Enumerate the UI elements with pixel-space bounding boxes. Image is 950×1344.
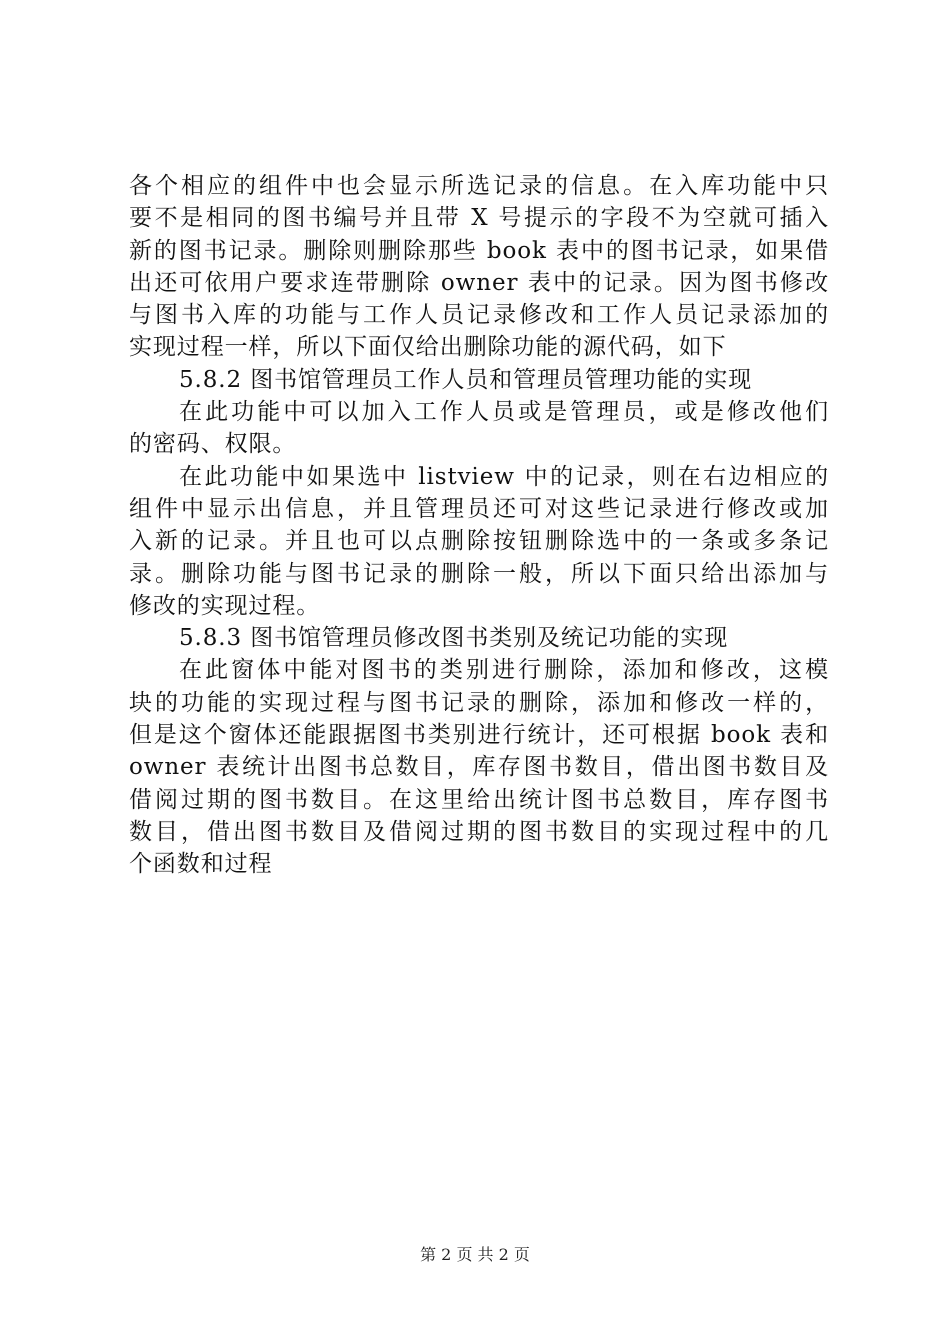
text-line: 实现过程一样，所以下面仅给出删除功能的源代码，如下 <box>129 334 727 361</box>
text-line: 要不是相同的图书编号并且带 X 号提示的字段不为空就可插入 <box>129 205 829 232</box>
text-line: 在此功能中可以加入工作人员或是管理员，或是修改他们 <box>179 399 829 426</box>
text-line: 的密码、权限。 <box>129 431 297 458</box>
page-footer: 第 2 页 共 2 页 <box>420 1245 530 1264</box>
text-line: 在此窗体中能对图书的类别进行删除，添加和修改，这模 <box>179 657 829 684</box>
document-body <box>129 170 829 881</box>
text-line: 在此功能中如果选中 listview 中的记录，则在右边相应的 <box>179 463 829 490</box>
text-line: 出还可依用户要求连带删除 owner 表中的记录。因为图书修改 <box>129 269 829 296</box>
text-line: 个函数和过程 <box>129 851 273 878</box>
text-line: owner 表统计出图书总数目，库存图书数目，借出图书数目及 <box>129 754 829 781</box>
section-heading: 5.8.2 图书馆管理员工作人员和管理员管理功能的实现 <box>179 366 753 393</box>
text-line: 各个相应的组件中也会显示所选记录的信息。在入库功能中只 <box>129 173 829 199</box>
text-line: 数目，借出图书数目及借阅过期的图书数目的实现过程中的几 <box>129 818 829 845</box>
text-line: 但是这个窗体还能跟据图书类别进行统计，还可根据 book 表和 <box>129 722 829 749</box>
text-line: 组件中显示出信息，并且管理员还可对这些记录进行修改或加 <box>129 495 829 522</box>
text-line: 修改的实现过程。 <box>129 592 321 619</box>
section-heading: 5.8.3 图书馆管理员修改图书类别及统记功能的实现 <box>179 625 729 652</box>
text-line: 入新的记录。并且也可以点删除按钮删除选中的一条或多条记 <box>129 528 829 555</box>
text-line: 录。删除功能与图书记录的删除一般，所以下面只给出添加与 <box>129 560 829 587</box>
text-line: 借阅过期的图书数目。在这里给出统计图书总数目，库存图书 <box>129 786 829 813</box>
text-line: 新的图书记录。删除则删除那些 book 表中的图书记录，如果借 <box>129 237 829 264</box>
text-line: 与图书入库的功能与工作人员记录修改和工作人员记录添加的 <box>129 302 829 329</box>
text-line: 块的功能的实现过程与图书记录的删除，添加和修改一样的， <box>129 689 829 716</box>
